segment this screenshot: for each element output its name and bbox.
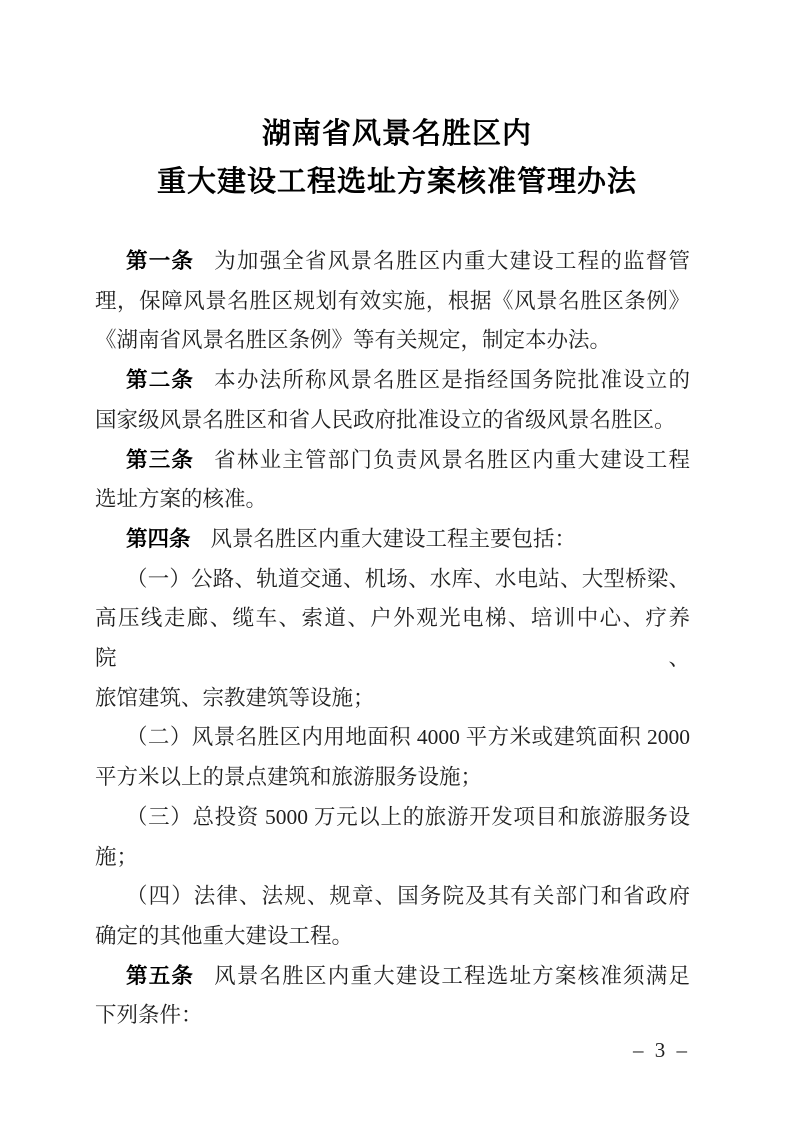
body-line: 确定的其他重大建设工程。	[95, 923, 354, 948]
body-line: （四）法律、法规、规章、国务院及其有关部门和省政府	[126, 884, 690, 909]
body-line: 下列条件：	[95, 1003, 203, 1028]
document-title	[0, 0, 794, 206]
article-number-label: 第一条	[126, 249, 195, 273]
document-title-line-2: 重大建设工程选址方案核准管理办法	[156, 166, 637, 198]
document-title-line-1: 湖南省风景名胜区内	[261, 118, 532, 150]
page-number: – 3 –	[633, 1038, 690, 1062]
body-line: 高压线走廊、缆车、索道、户外观光电梯、培训中心、疗养院、	[95, 606, 690, 671]
article-number-label: 第二条	[126, 368, 195, 393]
body-line: 平方米以上的景点建筑和旅游服务设施；	[95, 765, 483, 790]
body-line: 国家级风景名胜区和省人民政府批准设立的省级风景名胜区。	[95, 407, 676, 432]
body-line: 第五条 风景名胜区内重大建设工程选址方案核准须满足	[126, 963, 690, 988]
article-number-label: 第四条	[126, 526, 191, 551]
body-line: 施；	[95, 844, 139, 869]
body-line: 旅馆建筑、宗教建筑等设施；	[95, 685, 375, 710]
body-line: 第二条 本办法所称风景名胜区是指经国务院批准设立的	[126, 368, 690, 393]
body-line: 第四条 风景名胜区内重大建设工程主要包括：	[126, 526, 577, 551]
body-line: 第三条 省林业主管部门负责风景名胜区内重大建设工程	[126, 447, 690, 472]
body-line: 理，保障风景名胜区规划有效实施，根据《风景名胜区条例》	[95, 288, 690, 313]
article-number-label: 第五条	[126, 963, 195, 988]
article-number-label: 第三条	[126, 447, 195, 472]
body-line: 第一条 为加强全省风景名胜区内重大建设工程的监督管	[126, 249, 690, 273]
body-line: （二）风景名胜区内用地面积 4000 平方米或建筑面积 2000	[126, 725, 690, 750]
document-body	[95, 242, 690, 1036]
body-line: （三）总投资 5000 万元以上的旅游开发项目和旅游服务设	[126, 804, 690, 829]
body-line: 《湖南省风景名胜区条例》等有关规定，制定本办法。	[95, 328, 612, 353]
body-line: 选址方案的核准。	[95, 487, 268, 512]
body-line: （一）公路、轨道交通、机场、水库、水电站、大型桥梁、	[126, 566, 690, 591]
